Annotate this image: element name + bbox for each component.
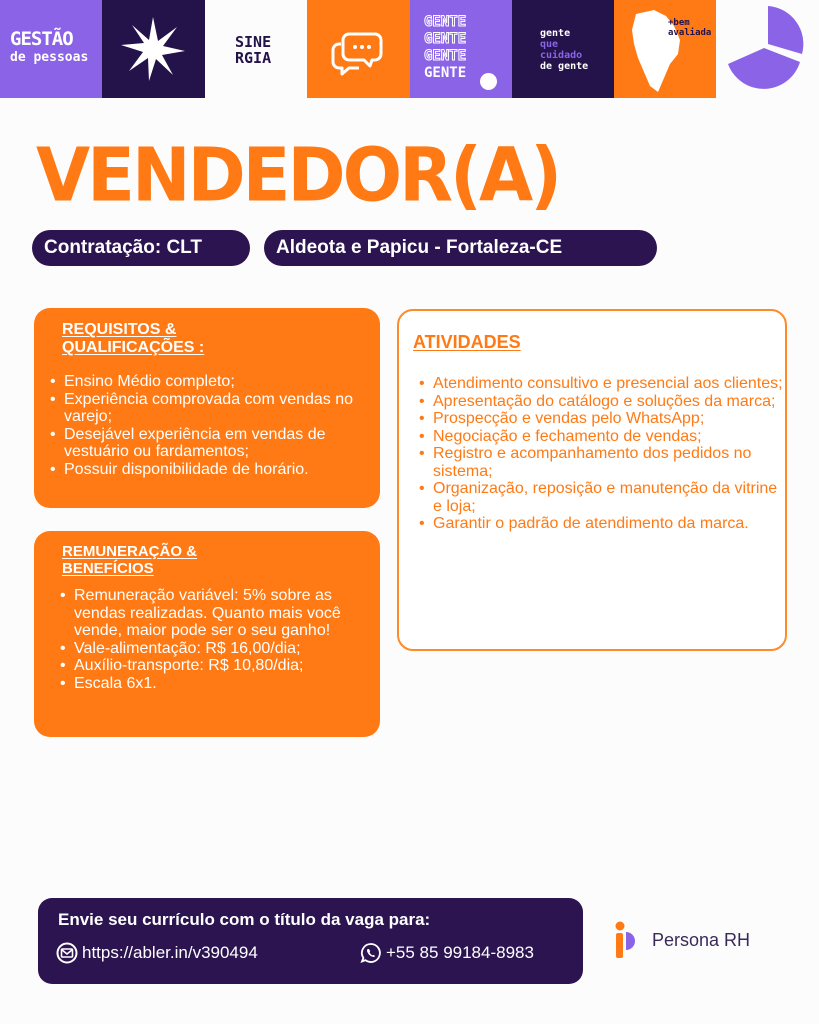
sinergia-tile [205,0,307,98]
list-item: • Ensino Médio completo; [46,373,376,391]
bem-avaliada-tile [614,0,716,98]
requirements-list [46,373,376,478]
list-item: • Registro e acompanhamento dos pedidos no sistema; [415,445,785,480]
gente-line: GENTE [424,31,467,47]
gente-que-cuidado-tile [512,0,614,98]
contract-type-pill: Contratação: CLT [32,230,250,266]
chat-bubbles-icon [307,0,410,98]
application-link[interactable]: https://abler.in/v390494 [82,943,258,962]
gente-line: GENTE [424,48,467,64]
pie-tile [716,0,819,98]
gestao-de-pessoas-tile [0,0,102,98]
gqc-line: de gente [540,61,589,72]
gqc-line: que [540,39,559,50]
job-title: VENDEDOR(A) [36,131,560,219]
compensation-card [34,531,380,737]
gente-logo [424,14,466,82]
contact-heading: Envie seu currículo com o título da vaga para: [58,910,431,929]
whatsapp-icon [360,942,382,964]
list-item: • Desejável experiência em vendas de vestuário ou fardamentos; [46,426,376,461]
list-item: • Prospecção e vendas pelo WhatsApp; [415,410,785,428]
gente-line: GENTE [424,65,467,81]
list-item: • Escala 6x1. [56,675,376,693]
phone-row[interactable] [360,942,534,964]
contact-bar [38,898,583,984]
activities-heading: ATIVIDADES [413,332,521,352]
sinergia-logo [235,34,271,66]
gestao-de-pessoas-logo [10,30,88,64]
sinergia-line2: RGIA [235,49,272,67]
top-banner [0,0,819,98]
list-item: • Organização, reposição e manutenção da vitrine e loja; [415,480,785,515]
gente-tile [410,0,512,98]
bem-avaliada-label [668,18,711,38]
bem-line2: avaliada [668,28,712,38]
activities-list [415,375,785,533]
chat-tile [307,0,410,98]
gestao-line2: de pessoas [10,50,89,65]
pie-shape-icon [716,0,819,98]
sinergia-line1: SINE [235,33,272,51]
list-item: • Vale-alimentação: R$ 16,00/dia; [56,640,376,658]
persona-logo-icon [612,920,642,960]
starburst-icon [102,0,205,98]
list-item: • Remuneração variável: 5% sobre as vendas realizadas. Quanto mais você vende, maior pode ser o seu ganho! [56,587,376,640]
list-item: • Auxílio-transporte: R$ 10,80/dia; [56,657,376,675]
list-item: • Possuir disponibilidade de horário. [46,461,376,479]
gqc-line: gente [540,28,571,39]
list-item: • Atendimento consultivo e presencial aos clientes; [415,375,785,393]
list-item: • Garantir o padrão de atendimento da marca. [415,515,785,533]
location-pill: Aldeota e Papicu - Fortaleza-CE [264,230,657,266]
starburst-tile [102,0,205,98]
compensation-heading: REMUNERAÇÃO & BENEFÍCIOS [62,543,197,577]
ceara-map-icon [614,0,716,98]
requirements-card [34,308,380,508]
list-item: • Apresentação do catálogo e soluções da marca; [415,393,785,411]
company-branding [612,920,750,960]
gestao-line1: GESTÃO [10,28,73,50]
phone-number[interactable]: +55 85 99184-8983 [386,943,534,962]
company-name: Persona RH [652,929,751,950]
list-item: • Experiência comprovada com vendas no varejo; [46,391,376,426]
requirements-heading: REQUISITOS & QUALIFICAÇÕES : [62,321,205,356]
mail-icon [56,942,78,964]
application-link-row[interactable] [56,942,258,964]
activities-card [397,309,787,651]
bem-line1: +bem [668,18,690,28]
list-item: • Negociação e fechamento de vendas; [415,428,785,446]
gente-que-cuidado-logo [540,28,588,72]
gente-line: GENTE [424,14,467,30]
dot-icon [480,73,497,90]
gqc-line: cuidado [540,50,583,61]
compensation-list [56,587,376,692]
